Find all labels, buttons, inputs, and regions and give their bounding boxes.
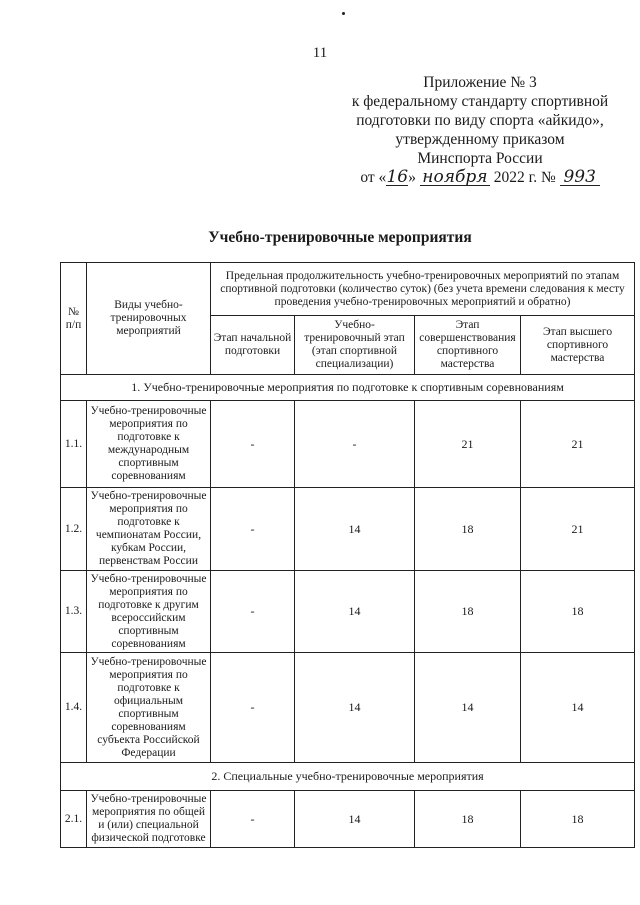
scan-dot xyxy=(342,12,345,15)
document-title: Учебно-тренировочные мероприятия xyxy=(208,229,472,246)
row-value: 21 xyxy=(415,401,521,488)
row-name: Учебно-тренировочные мероприятия по подготовке к другим всероссийским спортивным соревнованиям xyxy=(87,571,211,653)
row-value: - xyxy=(295,401,415,488)
page-number: 11 xyxy=(312,45,328,61)
order-line xyxy=(330,168,630,187)
appendix-header xyxy=(330,73,630,187)
row-value: 18 xyxy=(521,571,635,653)
row-value: 14 xyxy=(521,653,635,763)
row-value: 14 xyxy=(415,653,521,763)
header-stage-2: Учебно-тренировочный этап (этап спортивной специализации) xyxy=(295,316,415,375)
header-stage-4: Этап высшего спортивного мастерства xyxy=(521,316,635,375)
row-name: Учебно-тренировочные мероприятия по подготовке к официальным спортивным соревнованиям субъекта Российской Федерации xyxy=(87,653,211,763)
row-num: 1.1. xyxy=(61,401,87,488)
row-value: 14 xyxy=(295,791,415,848)
section-1-heading: 1. Учебно-тренировочные мероприятия по подготовке к спортивным соревнованиям xyxy=(61,375,635,401)
appendix-line-2: к федеральному стандарту спортивной xyxy=(351,93,609,110)
table-row xyxy=(61,653,635,763)
header-kind: Виды учебно-тренировочных мероприятий xyxy=(87,263,211,375)
row-name: Учебно-тренировочные мероприятия по подготовке к чемпионатам России, кубкам России, первенствам России xyxy=(87,488,211,571)
row-value: - xyxy=(211,571,295,653)
row-num: 2.1. xyxy=(61,791,87,848)
row-num: 1.2. xyxy=(61,488,87,571)
order-year: 2022 г. № xyxy=(493,169,556,186)
row-value: - xyxy=(211,488,295,571)
row-value: 18 xyxy=(521,791,635,848)
row-value: 18 xyxy=(415,571,521,653)
header-group: Предельная продолжительность учебно-тренировочных мероприятий по этапам спортивной подготовки (количество суток) (без учета времени следования к месту проведения учебно-тренировочных мероприятий и обратно) xyxy=(211,263,635,316)
row-value: - xyxy=(211,401,295,488)
row-value: 18 xyxy=(415,791,521,848)
header-stage-3: Этап совершенствования спортивного мастерства xyxy=(415,316,521,375)
row-name: Учебно-тренировочные мероприятия по общей и (или) специальной физической подготовке xyxy=(87,791,211,848)
appendix-line-4: утвержденному приказом xyxy=(395,131,565,148)
row-value: 21 xyxy=(521,401,635,488)
header-num: № п/п xyxy=(61,263,87,375)
row-value: 18 xyxy=(415,488,521,571)
appendix-line-1: Приложение № 3 xyxy=(423,74,537,91)
table-row xyxy=(61,401,635,488)
row-name: Учебно-тренировочные мероприятия по подготовке к международным спортивным соревнованиям xyxy=(87,401,211,488)
row-num: 1.3. xyxy=(61,571,87,653)
row-value: - xyxy=(211,653,295,763)
appendix-line-3: подготовки по виду спорта «айкидо», xyxy=(356,112,604,129)
order-month: ноября xyxy=(420,170,490,186)
row-value: 14 xyxy=(295,571,415,653)
row-value: 14 xyxy=(295,653,415,763)
order-day: 16 xyxy=(386,167,409,187)
row-value: - xyxy=(211,791,295,848)
appendix-line-5: Минспорта России xyxy=(417,150,543,167)
order-mid: » xyxy=(408,169,417,186)
section-2-heading: 2. Специальные учебно-тренировочные мероприятия xyxy=(61,763,635,791)
training-events-table xyxy=(60,262,635,848)
table-row xyxy=(61,791,635,848)
order-number: 993 xyxy=(560,170,600,186)
order-prefix: от « xyxy=(360,169,387,186)
row-value: 14 xyxy=(295,488,415,571)
row-num: 1.4. xyxy=(61,653,87,763)
header-stage-1: Этап начальной подготовки xyxy=(211,316,295,375)
table-row xyxy=(61,571,635,653)
table-row xyxy=(61,488,635,571)
row-value: 21 xyxy=(521,488,635,571)
